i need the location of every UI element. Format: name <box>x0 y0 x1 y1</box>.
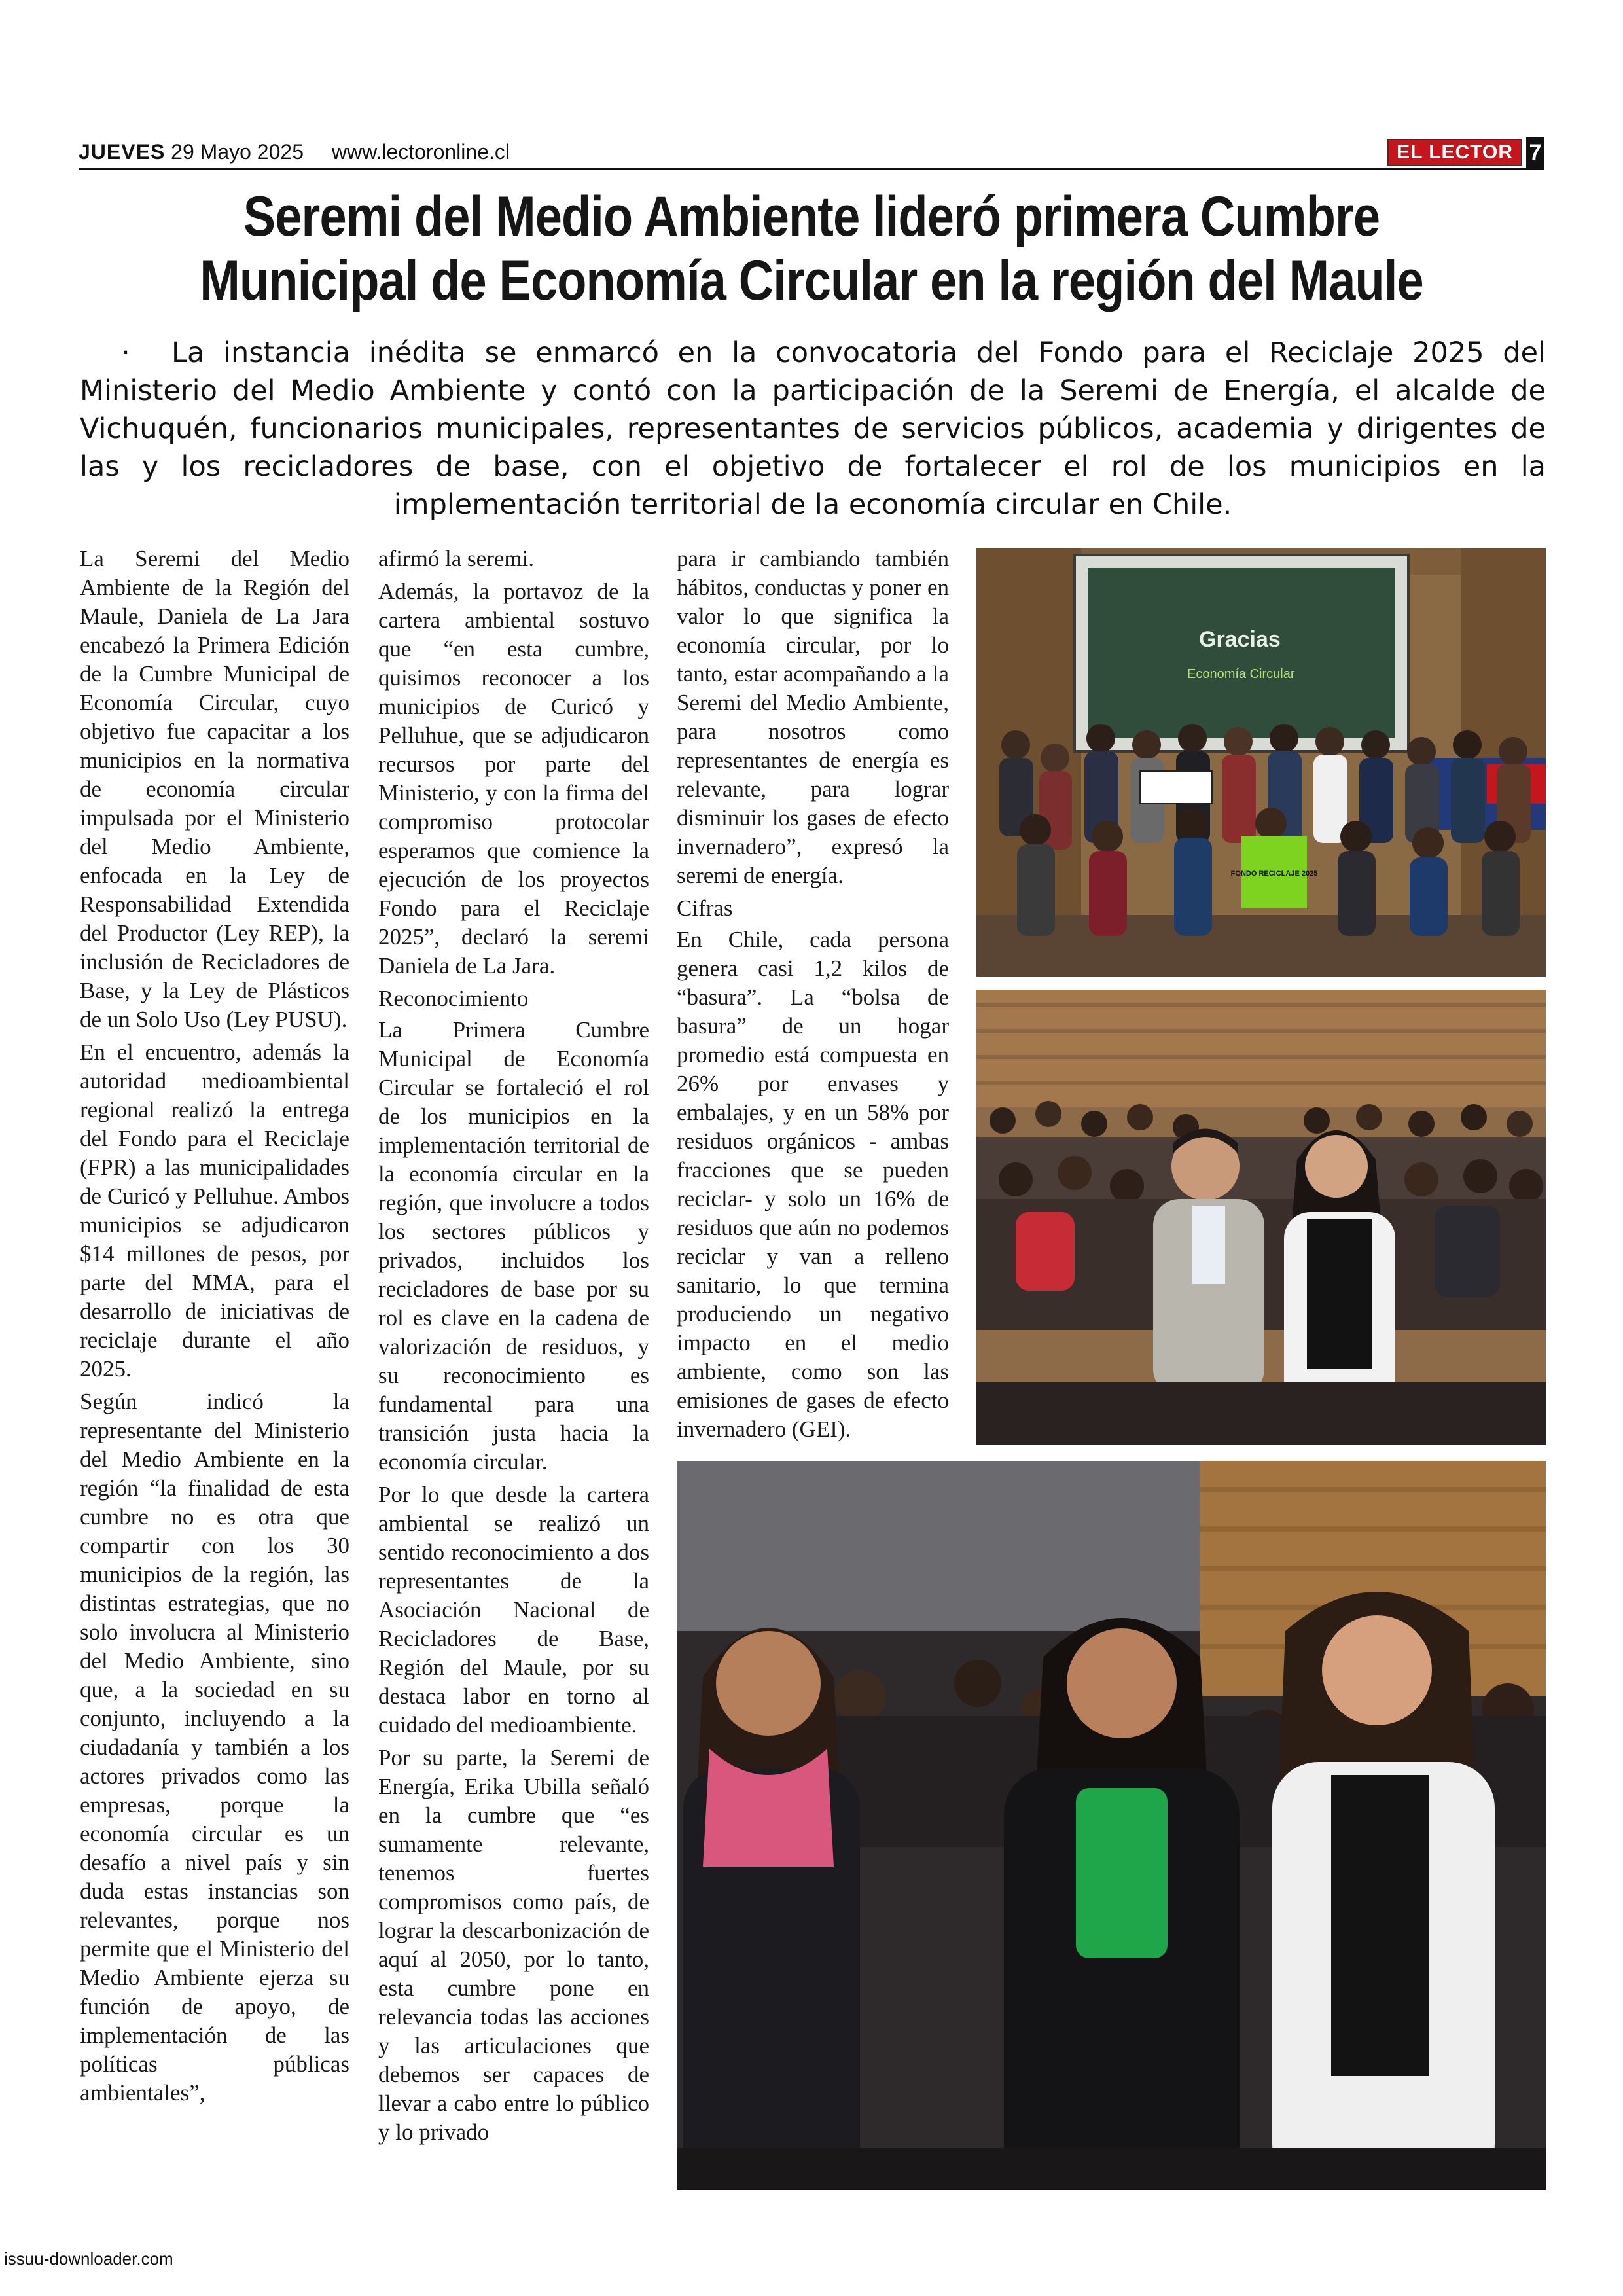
page-number: 7 <box>1526 137 1544 168</box>
lede-text: La instancia inédita se enmarcó en la convocatoria del Fondo para el Reciclaje 2025 del Ministerio del Medio Ambiente y contó con la participación de la Seremi de Energía, el alcalde de Vichuquén, funcionarios municipales, representantes de servicios públicos, academia y dirigentes de las y los recicladores de base, con el objetivo de fortalecer el rol de los municipios en la implementación territorial de la economía circular en Chile. <box>80 336 1546 521</box>
paragraph: En Chile, cada persona genera casi 1,2 kilos de “basura”. La “bolsa de basura” de un hogar promedio está compuesta en 26% por envases y embalajes, y en un 58% por residuos orgánicos - ambas fracciones que se pueden reciclar- y solo un 16% de residuos que aún no podemos reciclar y van a relleno sanitario, lo que termina produciendo un negativo impacto en el medio ambiente, como son las emisiones de gases de efecto invernadero (GEI). <box>677 927 949 1442</box>
lede-paragraph <box>80 334 1546 524</box>
group-photo-illustration <box>976 548 1546 977</box>
paragraph: La Primera Cumbre Municipal de Economía Circular se fortaleció el rol de los municipios en la implementación territorial de la economía circular en la región, que involucre a todos los sectores públicos y privados, incluidos los recicladores de base por su rol es clave en la cadena de valorización de residuos, y su reconocimiento es fundamental para una transición justa hacia la economía circular. <box>378 1017 649 1475</box>
check-board <box>1140 771 1212 804</box>
headline-line-1: Seremi del Medio Ambiente lideró primera Cumbre <box>243 185 1380 248</box>
paragraph: La Seremi del Medio Ambiente de la Región del Maule, Daniela de La Jara encabezó la Primera Edición de la Cumbre Municipal de Economía Circular, cuyo objetivo fue capacitar a los municipios en la normativa de economía circular impulsada por el Ministerio del Medio Ambiente, enfocada en la Ley de Responsabilidad Extendida del Productor (Ley REP), la inclusión de Recicladores de Base, y la Ley de Plásticos de un Solo Uso (Ley PUSU). <box>80 546 349 1032</box>
headline-line-2: Municipal de Economía Circular en la región del Maule <box>200 249 1423 312</box>
subheading-reconocimiento: Reconocimiento <box>378 986 529 1011</box>
woman-right <box>1272 1592 1495 2190</box>
paragraph: para ir cambiando también hábitos, conductas y poner en valor lo que significa la economía circular, por lo tanto, estar acompañando a la Seremi del Medio Ambiente, para nosotros como representantes de energía es relevante, para lograr disminuir los gases de efecto invernadero”, expresó la seremi de energía. <box>677 546 949 888</box>
screen-title: Gracias <box>1199 627 1281 652</box>
lede-bullet: · <box>121 336 130 369</box>
audience-photo <box>976 990 1546 1445</box>
screen-subtitle: Economía Circular <box>1187 667 1295 681</box>
website-link[interactable]: www.lectoronline.cl <box>331 140 510 164</box>
issue-date-text: 29 Mayo 2025 <box>171 140 304 164</box>
issue-day: JUEVES <box>79 140 166 164</box>
article-column-1 <box>80 545 349 2111</box>
paragraph: Según indicó la representante del Ministerio del Medio Ambiente en la región “la finalidad de esta cumbre no es otra que compartir con los 30 municipios de la región, las distintas estrategias, que no solo involucra al Ministerio del Medio Ambiente, sino que, a la sociedad en su conjunto, incluyendo a la ciudadanía y también a los actores privados como las empresas, porque la economía circular es un desafío a nivel país y sin duda estas instancias son relevantes, porque nos permite que el Ministerio del Medio Ambiente ejerza su función de apoyo, de implementación de las políticas públicas ambientales”, <box>80 1389 349 2106</box>
women-photo <box>677 1461 1546 2190</box>
footer-watermark: issuu-downloader.com <box>4 2249 173 2269</box>
page-header <box>79 139 1544 170</box>
woman-left <box>683 1628 860 2190</box>
women-photo-illustration <box>677 1461 1546 2190</box>
paragraph: Por su parte, la Seremi de Energía, Erika Ubilla señaló en la cumbre que “es sumamente relevante, tenemos fuertes compromisos como país, de lograr la descarbonización de aquí al 2050, por lo tanto, esta cumbre pone en relevancia todas las acciones y las articulaciones que debemos ser capaces de llevar a cabo entre lo público y lo privado <box>378 1745 649 2145</box>
paragraph: Además, la portavoz de la cartera ambiental sostuvo que “en esta cumbre, quisimos reconocer a los municipios de Curicó y Pelluhue, que se adjudicaron recursos por parte del Ministerio, y con la firma del compromiso protocolar esperamos que comience la ejecución de los proyectos Fondo para el Reciclaje 2025”, declaró la seremi Daniela de La Jara. <box>378 579 649 978</box>
shirt-text: FONDO RECICLAJE 2025 <box>1230 870 1318 878</box>
paragraph: afirmó la seremi. <box>378 546 535 571</box>
paragraph: En el encuentro, además la autoridad medioambiental regional realizó la entrega del Fondo para el Reciclaje (FPR) a las municipalidades de Curicó y Pelluhue. Ambos municipios se adjudicaron $14 millones de pesos, por parte del MMA, para el desarrollo de iniciativas de reciclaje durante el año 2025. <box>80 1039 349 1382</box>
issue-date <box>79 140 510 164</box>
audience-photo-illustration <box>976 990 1546 1445</box>
article-column-3 <box>677 545 949 1448</box>
paragraph: Por lo que desde la cartera ambiental se realizó un sentido reconocimiento a dos representantes de la Asociación Nacional de Recicladores de Base, Región del Maule, por su destaca labor en torno al cuidado del medioambiente. <box>378 1482 649 1738</box>
article-column-2 <box>378 545 649 2151</box>
subheading-cifras: Cifras <box>677 895 733 921</box>
group-photo <box>976 548 1546 977</box>
header-rule <box>79 168 1544 170</box>
newspaper-logo: EL LECTOR <box>1387 139 1522 166</box>
headline <box>79 185 1544 313</box>
